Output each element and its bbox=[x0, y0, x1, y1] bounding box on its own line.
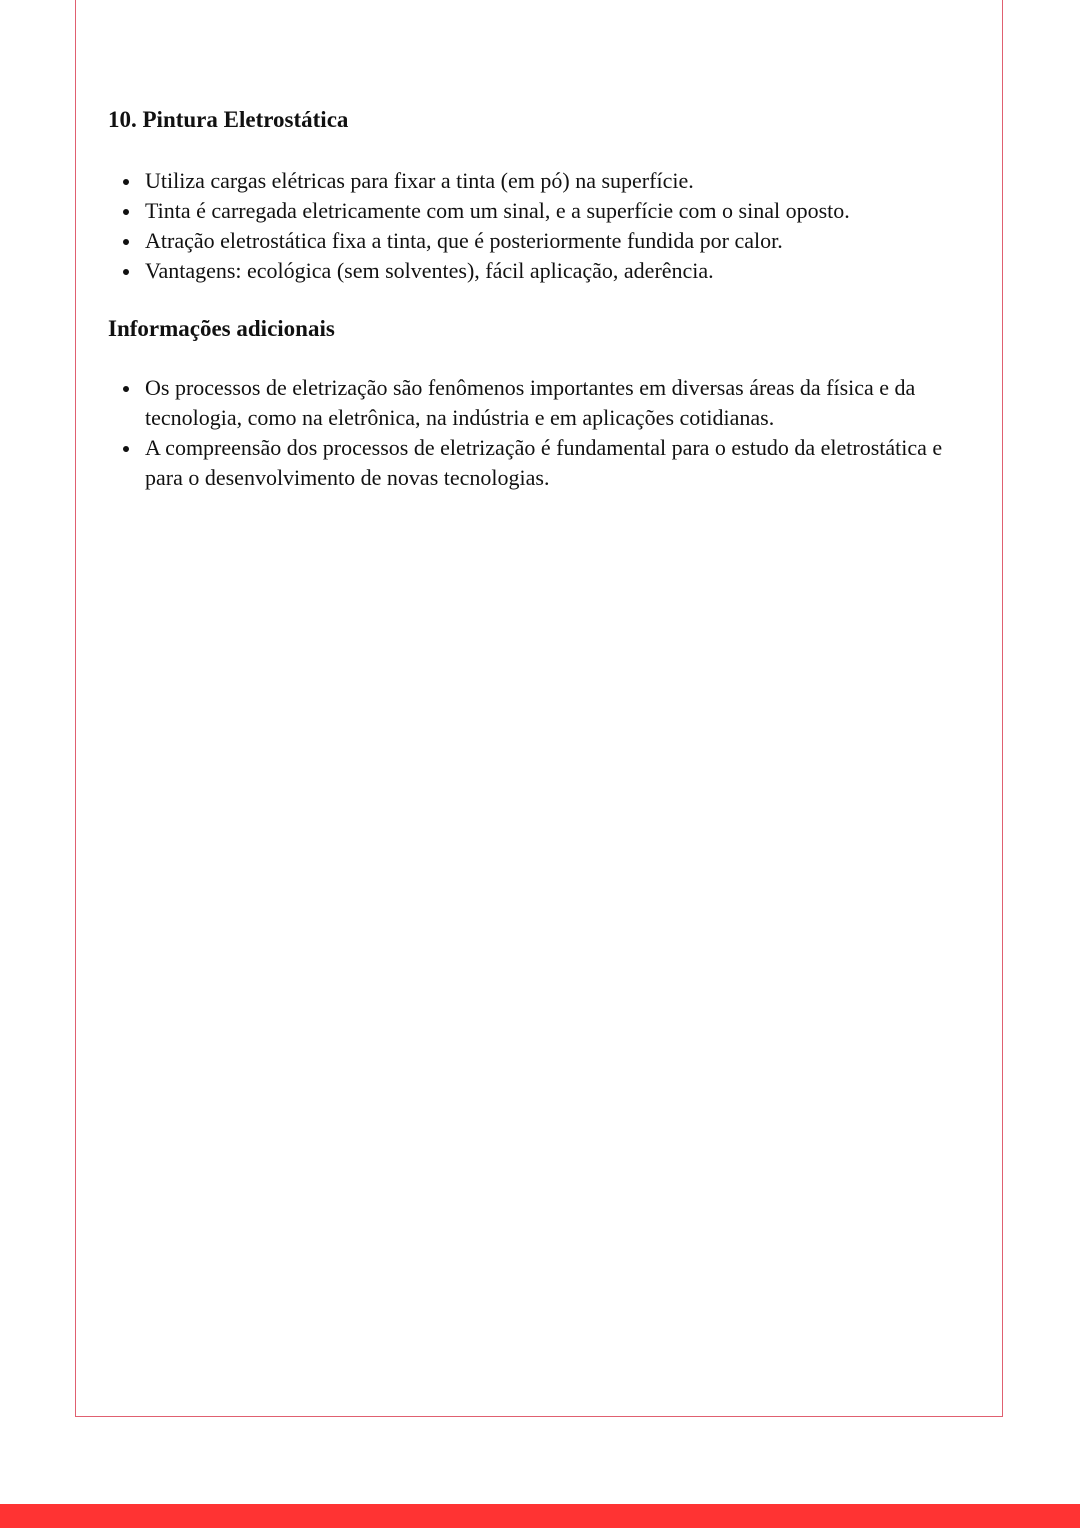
section-title-informacoes-adicionais: Informações adicionais bbox=[108, 316, 335, 341]
list-item: Tinta é carregada eletricamente com um sinal, e a superfície com o sinal oposto. bbox=[108, 196, 978, 226]
list-item: Atração eletrostática fixa a tinta, que é posteriormente fundida por calor. bbox=[108, 226, 978, 256]
document-content bbox=[108, 104, 978, 493]
list-item: Os processos de eletrização são fenômenos importantes em diversas áreas da física e da tecnologia, como na eletrônica, na indústria e em aplicações cotidianas. bbox=[108, 373, 978, 433]
list-item: A compreensão dos processos de eletrização é fundamental para o estudo da eletrostática e para o desenvolvimento de novas tecnologias. bbox=[108, 433, 978, 493]
section-title-pintura-eletrostatica: 10. Pintura Eletrostática bbox=[108, 107, 349, 132]
list-item: Vantagens: ecológica (sem solventes), fácil aplicação, aderência. bbox=[108, 256, 978, 286]
bottom-accent-bar bbox=[0, 1504, 1080, 1528]
pintura-eletrostatica-list bbox=[108, 166, 978, 286]
list-item: Utiliza cargas elétricas para fixar a tinta (em pó) na superfície. bbox=[108, 166, 978, 196]
informacoes-adicionais-list bbox=[108, 373, 978, 493]
